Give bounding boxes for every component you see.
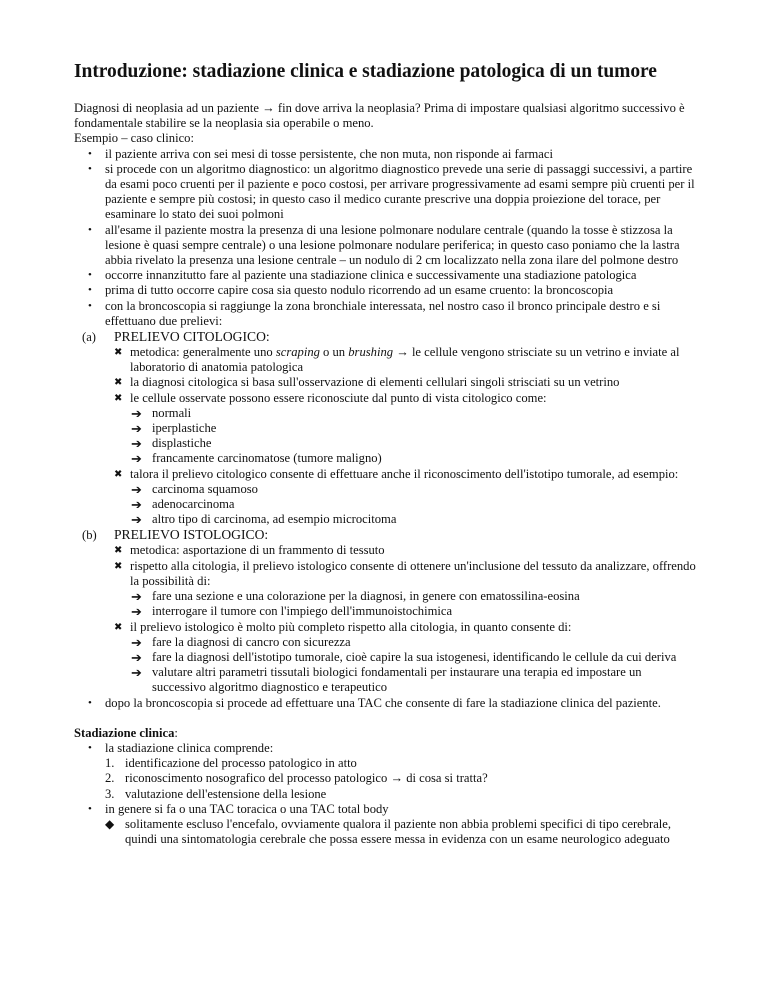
istologico-list [114, 543, 698, 695]
arrow-icon: ➔ [131, 436, 142, 452]
list-item: ✖ le cellule osservate possono essere riconosciute dal punto di vista citologico come: ➔ normali ➔ iperplastiche ➔ displastiche ➔ francamente carcinomatose (tumore maligno) [114, 391, 698, 467]
bullet-icon: • [88, 147, 92, 160]
cross-icon: ✖ [114, 560, 123, 572]
list-item: ➔ iperplastiche [131, 421, 217, 437]
cross-icon: ✖ [114, 377, 123, 389]
list-item: 2. riconoscimento nosografico del processo patologico → di cosa si tratta? [105, 771, 488, 786]
bullet-icon: • [88, 162, 92, 175]
list-item: ➔ adenocarcinoma [131, 497, 235, 513]
list-item: ➔ interrogare il tumore con l'impiego dell'immunoistochimica [131, 604, 453, 620]
list-item: • occorre innanzitutto fare al paziente una stadiazione clinica e successivamente una stadiazione patologica [88, 268, 637, 283]
list-item: • si procede con un algoritmo diagnostico: un algoritmo diagnostico prevede una serie di passaggi successivi, a partire da esami poco cruenti per il paziente e poco costosi, per arrivare progressivamente ad esami sempre più cruenti per il paziente e sempre più costosi; in questo caso il medico curante prescrive una doppia proiezione del torace, per esaminare lo stato dei suoi polmoni [88, 161, 695, 222]
list-item: ✖ metodica: generalmente uno scraping o un brushing → le cellule vengono strisciate su un vetrino e inviate al laboratorio di anatomia patologica [114, 345, 680, 375]
bullet-icon: • [88, 269, 92, 282]
document-page [74, 60, 698, 847]
arrow-icon: ➔ [131, 451, 142, 467]
arrow-icon: ➔ [131, 665, 142, 681]
list-item: 3. valutazione dell'estensione della lesione [105, 786, 327, 801]
arrow-icon: ➔ [131, 481, 142, 497]
list-item: ✖ il prelievo istologico è molto più completo rispetto alla citologia, in quanto consente di: ➔ fare la diagnosi di cancro con sicurezza ➔ fare la diagnosi dell'istotipo tumorale, cioè capire la sua istogenesi, identificando le cellule da cui deriva ➔ valutare altri parametri tissutali biologici fondamentali per instaurare una terapia ed impostare un successivo algoritmo diagnostico e terapeutico [114, 620, 698, 696]
prelievo-istologico-heading: (b) PRELIEVO ISTOLOGICO: [82, 527, 269, 543]
list-item: ◆ solitamente escluso l'encefalo, ovviamente qualora il paziente non abbia problemi specifici di tipo cerebrale, quindi una sintomatologia cerebrale che possa essere messa in evidenza con un esame neurologico adeguato [105, 816, 672, 847]
page-title: Introduzione: stadiazione clinica e stadiazione patologica di un tumore [74, 61, 657, 82]
diamond-icon: ◆ [105, 816, 115, 831]
list-item: • con la broncoscopia si raggiunge la zona bronchiale interessata, nel nostro caso il bronco principale destro e si effettuano due prelievi: (a) PRELIEVO CITOLOGICO: ✖ metodica: generalmente uno scraping o un brushing → le cellule vengono strisciate su un vetrino e inviate al laboratorio di anatomia patologica ✖ la diagnosi citologica si basa sull'osservazione di elementi cellulari singoli strisciati su un vetrino ✖ le cellule osservate possono essere riconosciute dal punto di vista citologico come: ➔ normali ➔ iperplastiche ➔ displastiche ➔ francamente carcinomatose (tumore maligno) ✖ talora il prelievo citologico consente di effettuare anche il riconoscimento dell'istotipo tumorale, ad esempio: ➔ carcinoma squamoso ➔ adenocarcinoma ➔ altro tipo di carcinoma, ad esempio microcitoma (b) PRELIEVO ISTOLOGICO: ✖ metodica: asportazione di un frammento di tessuto ✖ rispetto alla citologia, il prelievo istologico consente di ottenere un'inclusione del tessuto da analizzare, offrendo la possibilità di: ➔ fare una sezione e una colorazione per la diagnosi, in genere con ematossilina-eosina ➔ interrogare il tumore con l'impiego dell'immunoistochimica ✖ il prelievo istologico è molto più completo rispetto alla citologia, in quanto consente di: ➔ fare la diagnosi di cancro con sicurezza ➔ fare la diagnosi dell'istotipo tumorale, cioè capire la sua istogenesi, identificando le cellule da cui deriva ➔ valutare altri parametri tissutali biologici fondamentali per instaurare una terapia ed impostare un successivo algoritmo diagnostico e terapeutico [82, 299, 698, 696]
bullet-icon: • [88, 741, 92, 754]
arrow-icon: ➔ [131, 497, 142, 513]
list-item: • la stadiazione clinica comprende: 1. identificazione del processo patologico in atto 2. riconoscimento nosografico del processo patologico → di cosa si tratta? 3. valutazione dell'estensione della lesione [82, 741, 698, 802]
list-item: ➔ normali [131, 405, 192, 421]
bullet-icon: • [88, 223, 92, 236]
arrow-icon: ➔ [131, 512, 142, 528]
arrow-icon: ➔ [131, 649, 142, 665]
stadiazione-list [82, 741, 698, 847]
intro-paragraph: Diagnosi di neoplasia ad un paziente → fin dove arriva la neoplasia? Prima di impostare qualsiasi algoritmo successivo è fondamentale stabilire se la neoplasia sia operabile o meno. [74, 101, 685, 131]
arrow-icon: ➔ [131, 421, 142, 437]
list-item: • all'esame il paziente mostra la presenza di una lesione polmonare nodulare centrale (quando la tosse è stizzosa la lesione è quasi sempre centrale) o una lesione polmonare nodulare periferica; in questo caso poniamo che la lastra abbia rivelato la presenza una lesione centrale – un nodulo di 2 cm localizzato nella zona ilare del polmone destro [88, 222, 680, 268]
cross-icon: ✖ [114, 621, 123, 633]
cross-icon: ✖ [114, 468, 123, 480]
list-item: 1. identificazione del processo patologico in atto [105, 756, 357, 771]
list-item: ✖ metodica: asportazione di un frammento di tessuto [114, 543, 385, 558]
main-bullet-list [82, 147, 698, 711]
bullet-icon: • [88, 284, 92, 297]
list-item: ✖ la diagnosi citologica si basa sull'osservazione di elementi cellulari singoli strisciati su un vetrino [114, 375, 620, 390]
list-item: ➔ valutare altri parametri tissutali biologici fondamentali per instaurare una terapia ed impostare un successivo algoritmo diagnostico e terapeutico [131, 665, 642, 695]
bullet-icon: • [88, 802, 92, 815]
list-item: ➔ fare la diagnosi di cancro con sicurezza [131, 634, 351, 650]
prelievo-citologico-heading: (a) PRELIEVO CITOLOGICO: [82, 329, 270, 345]
example-label: Esempio – caso clinico: [74, 131, 194, 146]
list-item: ✖ rispetto alla citologia, il prelievo istologico consente di ottenere un'inclusione del tessuto da analizzare, offrendo la possibilità di: ➔ fare una sezione e una colorazione per la diagnosi, in genere con ematossilina-eosina ➔ interrogare il tumore con l'impiego dell'immunoistochimica [114, 559, 698, 620]
list-item: ➔ francamente carcinomatose (tumore maligno) [131, 451, 382, 467]
arrow-icon: ➔ [131, 589, 142, 605]
list-item: • in genere si fa o una TAC toracica o una TAC total body ◆ solitamente escluso l'encefalo, ovviamente qualora il paziente non abbia problemi specifici di tipo cerebrale, quindi una sintomatologia cerebrale che possa essere messa in evidenza con un esame neurologico adeguato [82, 802, 698, 848]
cross-icon: ✖ [114, 347, 123, 359]
list-item: ➔ carcinoma squamoso [131, 481, 258, 497]
arrow-icon: ➔ [131, 604, 142, 620]
list-item: ➔ fare la diagnosi dell'istotipo tumorale, cioè capire la sua istogenesi, identificando le cellule da cui deriva [131, 649, 677, 665]
bullet-icon: • [88, 696, 92, 709]
cross-icon: ✖ [114, 392, 123, 404]
citologico-list [114, 345, 698, 527]
list-item: ➔ displastiche [131, 436, 212, 452]
arrow-icon: ➔ [131, 634, 142, 650]
list-item: • prima di tutto occorre capire cosa sia questo nodulo ricorrendo ad un esame cruento: la broncoscopia [88, 283, 614, 298]
section-heading: Stadiazione clinica: [74, 725, 178, 740]
list-item: ➔ fare una sezione e una colorazione per la diagnosi, in genere con ematossilina-eosina [131, 589, 580, 605]
list-item: • il paziente arriva con sei mesi di tosse persistente, che non muta, non risponde ai farmaci [88, 146, 553, 161]
bullet-icon: • [88, 299, 92, 312]
cross-icon: ✖ [114, 545, 123, 557]
list-item: ➔ altro tipo di carcinoma, ad esempio microcitoma [131, 512, 397, 528]
list-item: ✖ talora il prelievo citologico consente di effettuare anche il riconoscimento dell'istotipo tumorale, ad esempio: ➔ carcinoma squamoso ➔ adenocarcinoma ➔ altro tipo di carcinoma, ad esempio microcitoma [114, 467, 698, 528]
list-item: • dopo la broncoscopia si procede ad effettuare una TAC che consente di fare la stadiazione clinica del paziente. [88, 695, 661, 710]
arrow-icon: ➔ [131, 405, 142, 421]
